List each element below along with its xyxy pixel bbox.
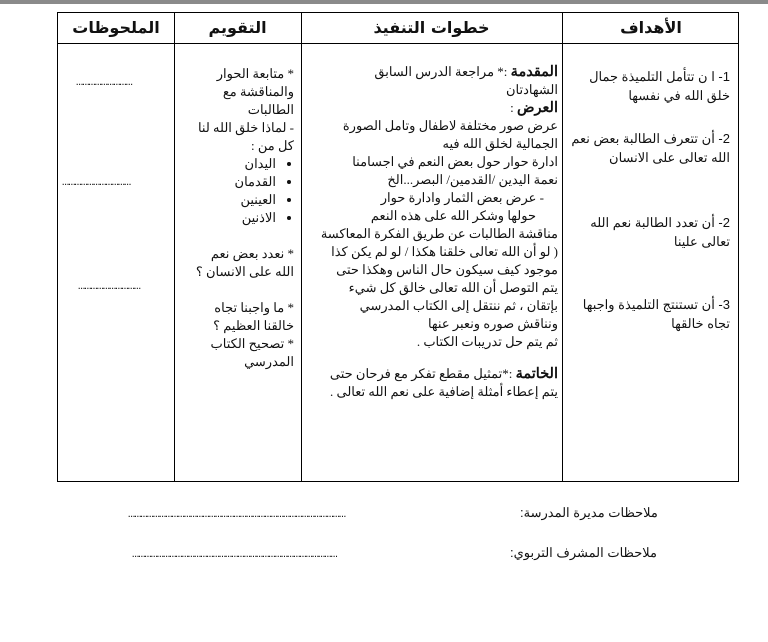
step-line: مناقشة الطالبات عن طريق الفكرة المعاكسة	[320, 226, 558, 241]
supervisor-notes-dots: ………………………………………………………………………………………	[132, 547, 337, 561]
eval-bullet-list	[180, 155, 294, 227]
goal-item: 1- ا ن تتأمل التلميذة جمال خلق الله في نفسها	[589, 69, 730, 103]
header-notes: الملحوظات	[72, 18, 160, 37]
eval-line: * نعدد بعض نعم	[210, 246, 294, 261]
presentation-colon: :	[510, 100, 514, 115]
step-line: الجمالية لخلق الله فيه	[442, 136, 558, 151]
intro-line	[306, 63, 558, 81]
eval-bullet: • اليدان	[180, 155, 276, 173]
column-divider	[301, 13, 302, 481]
step-line: يتم التوصل أن الله تعالى خالق كل شيء	[348, 280, 558, 295]
conclusion-line	[306, 365, 558, 383]
step-line: ادارة حوار حول بعض النعم في اجسامنا	[352, 154, 558, 169]
step-line: موجود كيف سيكون حال الناس وهكذا حتى	[336, 262, 558, 277]
principal-notes-dots: ……………………………………………………………………………………………	[128, 507, 346, 521]
eval-line: كل من :	[250, 138, 294, 153]
step-line: نعمة اليدين /القدمين/ البصر...الخ	[387, 172, 558, 187]
presentation-line	[306, 99, 558, 117]
eval-line: الله على الانسان ؟	[195, 264, 294, 279]
principal-notes-label: ملاحظات مديرة المدرسة:	[520, 505, 658, 520]
intro-text: :* مراجعة الدرس السابق	[374, 64, 508, 79]
intro-label: المقدمة	[510, 64, 558, 80]
step-line: حولها وشكر الله على هذه النعم	[370, 208, 536, 223]
step-line: ( لو أن الله تعالى خلقنا هكذا / لو لم يكن كذا	[331, 244, 558, 259]
eval-line: المدرسي	[244, 354, 294, 369]
presentation-label: العرض	[517, 100, 558, 116]
conclusion-text: :*تمثيل مقطع تفكر مع فرحان حتى	[329, 366, 513, 381]
header-evaluation: التقويم	[208, 18, 267, 37]
notes-dotted-line: ……………………………	[62, 175, 131, 189]
goal-item: 2- أن تتعرف الطالبة بعض نعم الله تعالى على الانسان	[571, 131, 730, 165]
notes-dotted-line: ………………………	[76, 75, 132, 89]
conclusion-label: الخاتمة	[515, 366, 558, 382]
supervisor-notes-label: ملاحظات المشرف التربوي:	[510, 545, 657, 560]
lesson-plan-table	[57, 12, 739, 482]
notes-dotted-line: …………………………	[78, 279, 141, 293]
eval-bullet: • القدمان	[180, 173, 276, 191]
header-steps: خطوات التنفيذ	[373, 18, 490, 37]
column-divider	[562, 13, 563, 481]
eval-line: - لماذا خلق الله لنا	[197, 120, 294, 135]
column-divider	[174, 13, 175, 481]
goal-item: 3- أن تستنتج التلميذة واجبها تجاه خالقها	[582, 297, 730, 331]
eval-bullet: • العينين	[180, 191, 276, 209]
step-line: ونناقش صوره ونعبر عنها	[427, 316, 558, 331]
eval-line: * تصحيح الكتاب	[210, 336, 294, 351]
eval-line: والمناقشة مع	[222, 84, 294, 99]
eval-line: الطالبات	[247, 102, 294, 117]
step-line: بإتقان ، ثم ننتقل إلى الكتاب المدرسي	[359, 298, 558, 313]
eval-line: خالقنا العظيم ؟	[213, 318, 294, 333]
intro-line-2: الشهادتان	[505, 82, 558, 97]
top-border	[0, 0, 768, 4]
steps-content	[306, 63, 558, 401]
eval-bullet: • الاذنين	[180, 209, 276, 227]
step-line: - عرض بعض الثمار وادارة حوار	[380, 190, 544, 205]
eval-line: * متابعة الحوار	[216, 66, 294, 81]
conclusion-line-2: يتم إعطاء أمثلة إضافية على نعم الله تعالى .	[330, 384, 558, 399]
step-line: ثم يتم حل تدريبات الكتاب .	[416, 334, 558, 349]
eval-line: * ما واجبنا تجاه	[214, 300, 294, 315]
step-line: عرض صور مختلفة لاطفال وتامل الصورة	[342, 118, 558, 133]
header-goals: الأهداف	[620, 18, 682, 37]
goal-item: 2- أن تعدد الطالبة نعم الله تعالى علينا	[590, 215, 730, 249]
evaluation-content	[180, 65, 294, 371]
header-divider	[58, 43, 738, 44]
